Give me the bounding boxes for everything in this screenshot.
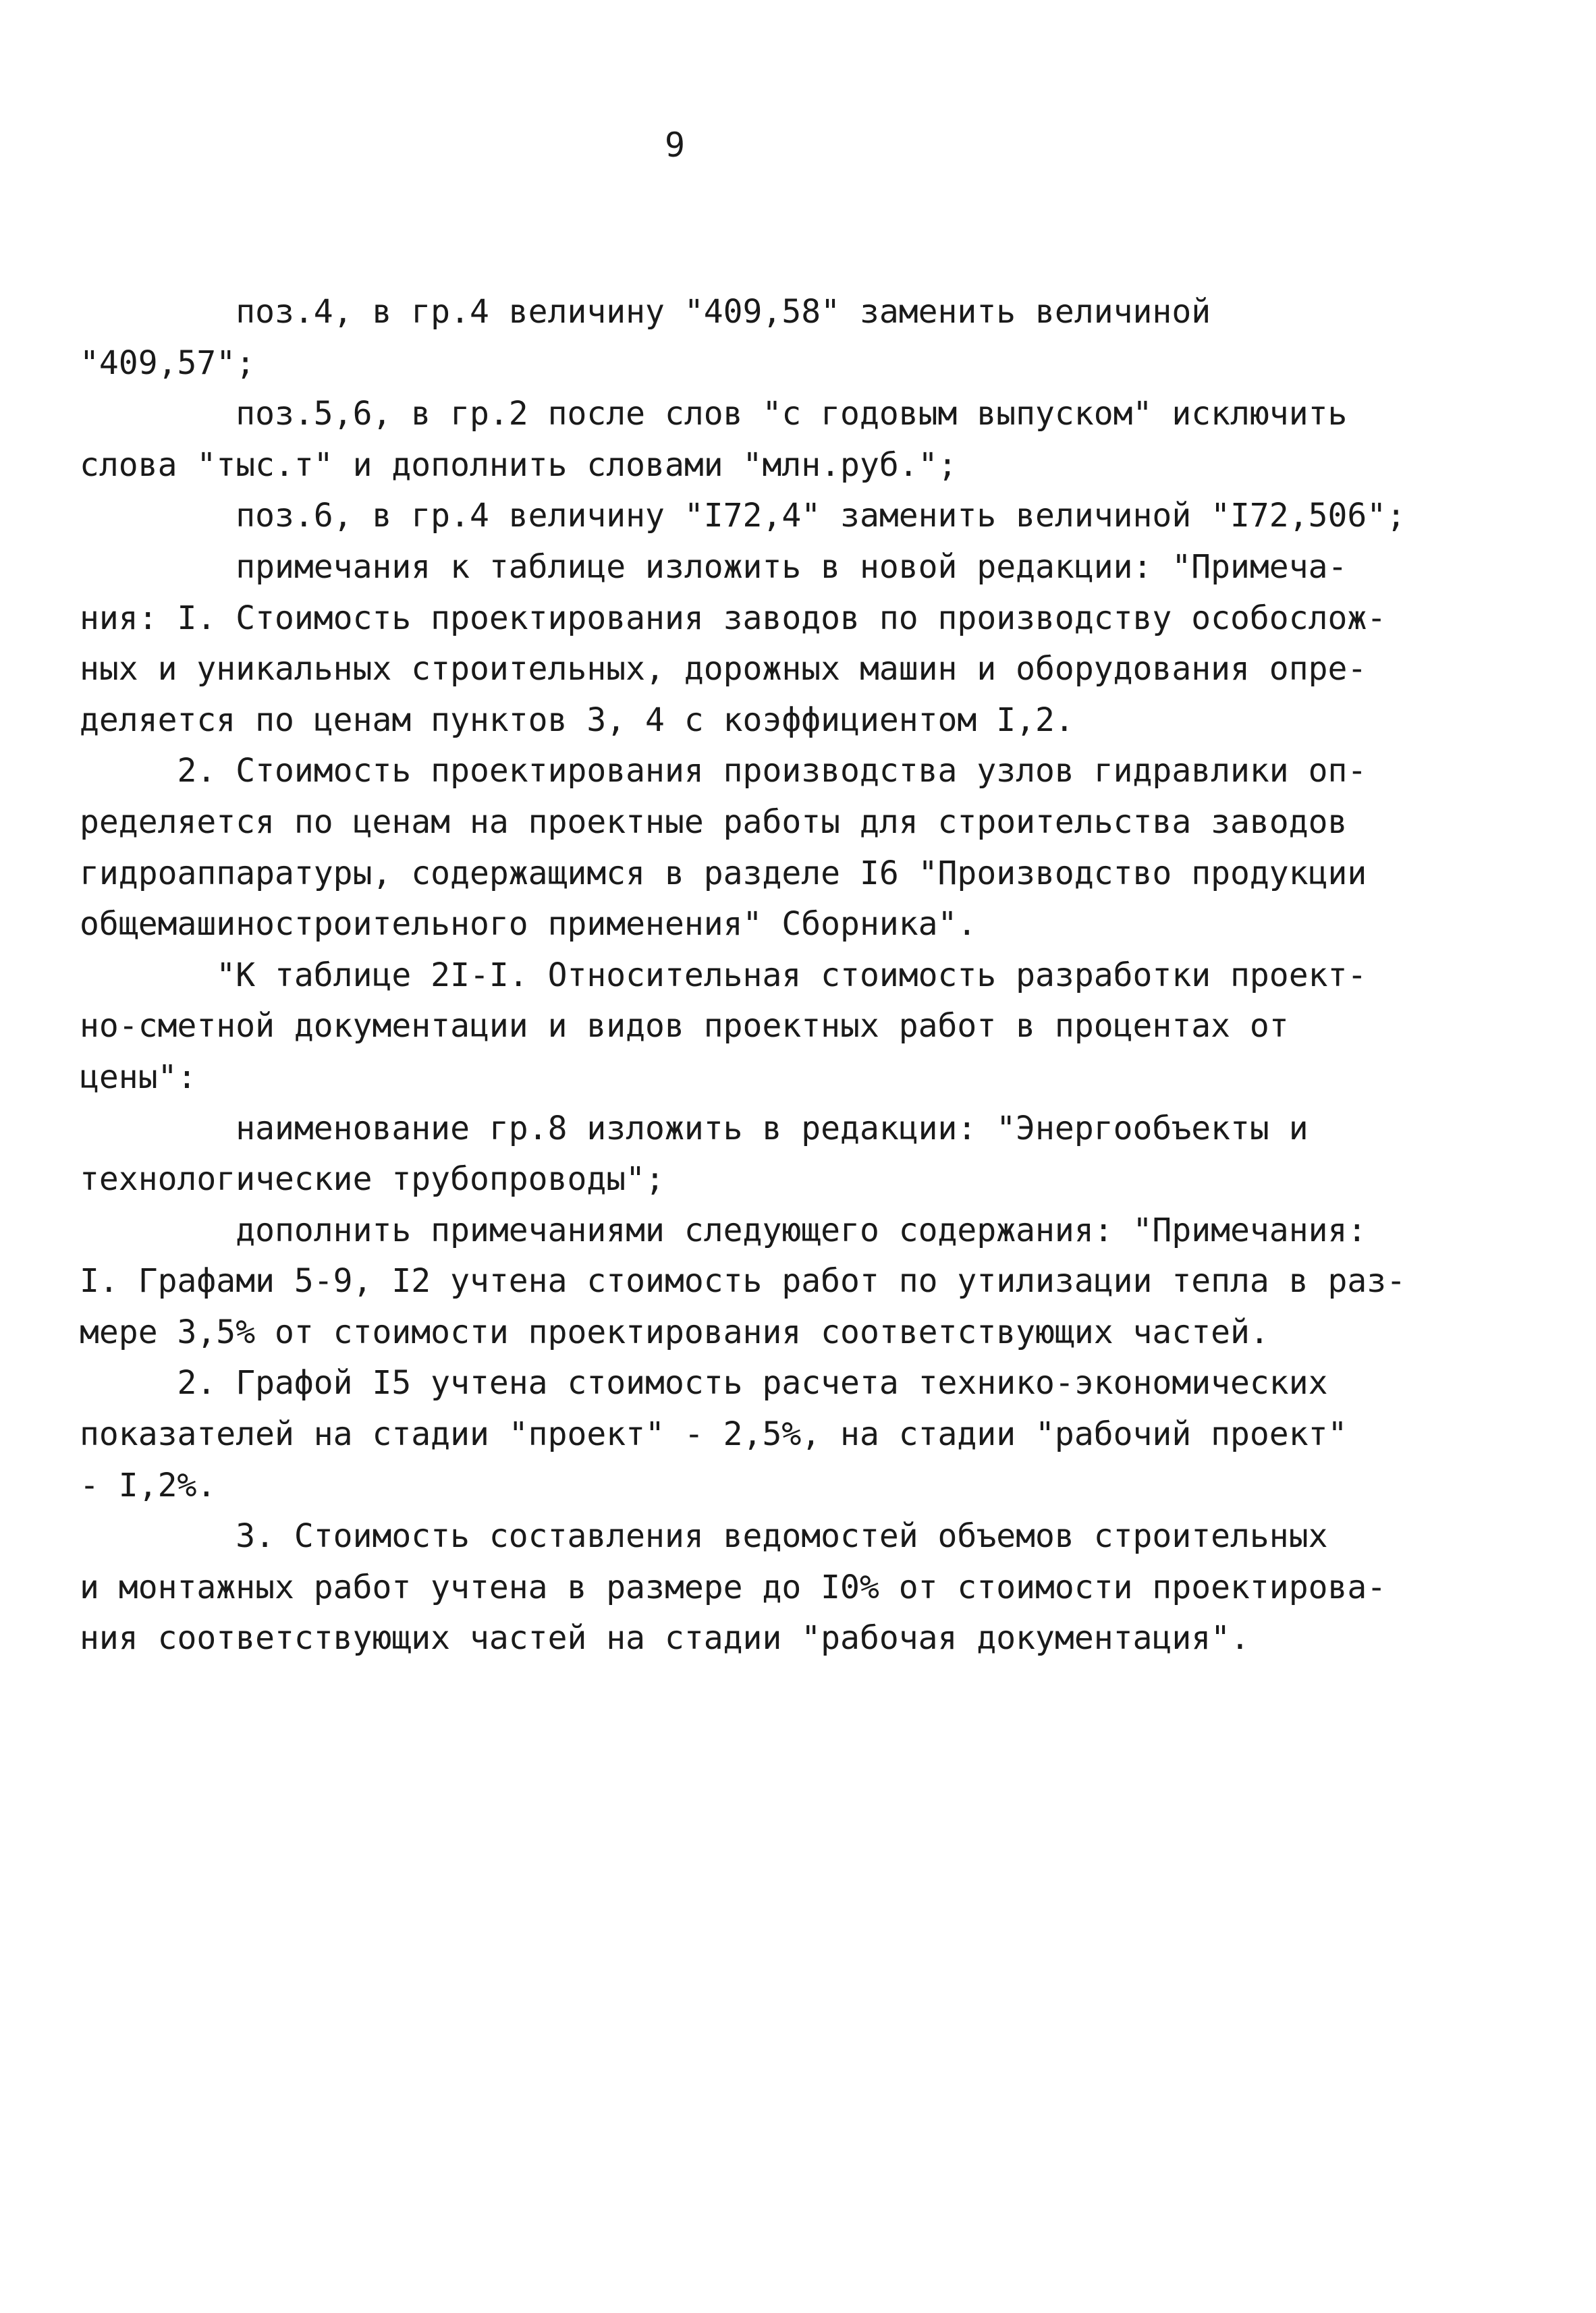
text-line: но-сметной документации и видов проектных работ в процентах от xyxy=(80,1007,1289,1045)
text-line: деляется по ценам пунктов 3, 4 с коэффициентом I,2. xyxy=(80,701,1074,739)
text-line: технологические трубопроводы"; xyxy=(80,1160,665,1199)
text-line: 3. Стоимость составления ведомостей объемов строительных xyxy=(80,1517,1328,1556)
text-line: - I,2%. xyxy=(80,1466,217,1504)
text-line: наименование гр.8 изложить в редакции: "Энергообъекты и xyxy=(80,1109,1309,1147)
text-line: гидроаппаратуры, содержащимся в разделе I6 "Производство продукции xyxy=(80,854,1367,892)
text-line: и монтажных работ учтена в размере до I0% от стоимости проектирова- xyxy=(80,1568,1387,1606)
text-line: дополнить примечаниями следующего содержания: "Примечания: xyxy=(80,1211,1367,1249)
text-line: слова "тыс.т" и дополнить словами "млн.руб."; xyxy=(80,445,958,484)
text-line: ных и уникальных строительных, дорожных машин и оборудования опре- xyxy=(80,650,1367,688)
text-line: цены": xyxy=(80,1058,197,1096)
text-line: показателей на стадии "проект" - 2,5%, на стадии "рабочий проект" xyxy=(80,1415,1348,1454)
document-body xyxy=(80,287,1504,1664)
text-line: "409,57"; xyxy=(80,344,256,382)
text-line: I. Графами 5-9, I2 учтена стоимость работ по утилизации тепла в раз- xyxy=(80,1262,1406,1301)
page-number: 9 xyxy=(664,126,686,165)
text-line: поз.6, в гр.4 величину "I72,4" заменить величиной "I72,506"; xyxy=(80,497,1406,535)
text-line: поз.4, в гр.4 величину "409,58" заменить величиной xyxy=(80,293,1211,331)
text-line: поз.5,6, в гр.2 после слов "с годовым выпуском" исключить xyxy=(80,395,1348,433)
text-line: 2. Графой I5 учтена стоимость расчета технико-экономических xyxy=(80,1364,1328,1403)
text-line: 2. Стоимость проектирования производства узлов гидравлики оп- xyxy=(80,752,1367,790)
text-line: примечания к таблице изложить в новой редакции: "Примеча- xyxy=(80,547,1348,586)
text-line: ния соответствующих частей на стадии "рабочая документация". xyxy=(80,1619,1250,1658)
text-line: ния: I. Стоимость проектирования заводов по производству особослож- xyxy=(80,599,1387,637)
text-line: мере 3,5% от стоимости проектирования соответствующих частей. xyxy=(80,1313,1269,1351)
text-line: ределяется по ценам на проектные работы для строительства заводов xyxy=(80,802,1348,841)
text-line: общемашиностроительного применения" Сборника". xyxy=(80,905,977,944)
text-line: "К таблице 2I-I. Относительная стоимость разработки проект- xyxy=(80,956,1367,994)
